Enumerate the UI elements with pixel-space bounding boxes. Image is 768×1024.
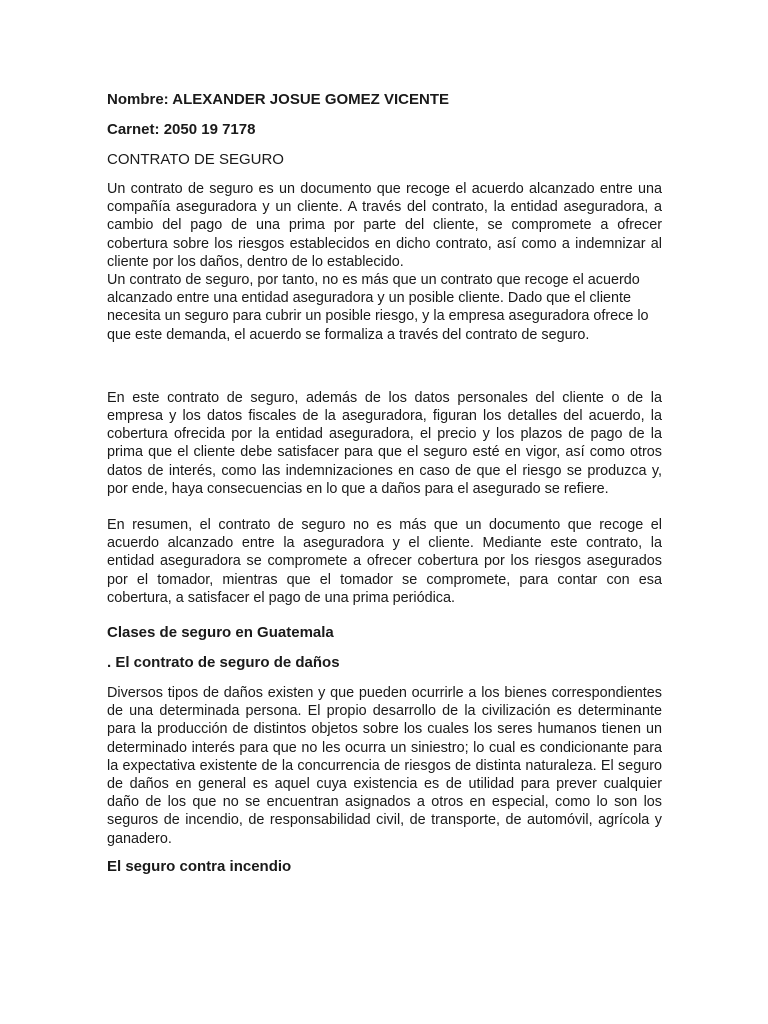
name-value: ALEXANDER JOSUE GOMEZ VICENTE (172, 91, 449, 108)
details-paragraph: En este contrato de seguro, además de los datos personales del cliente o de la empresa y los datos fiscales de la aseguradora, figuran los detalles del acuerdo, la cobertura ofrecida por la entidad aseguradora, el precio y los plazos de pago de la prima que el cliente debe satisfacer para que el seguro esté en vigor, así como otros datos de interés, como las indemnizaciones en caso de que el riesgo se produzca y, por ende, haya consecuencias en lo que a daños para el asegurado se refiere. (107, 389, 662, 497)
student-name-line (107, 90, 662, 110)
intro-paragraph-part-1: Un contrato de seguro es un documento que recoge el acuerdo alcanzado entre una compañía aseguradora y un cliente. A través del contrato, la entidad aseguradora, a cambio del pago de una prima por parte del cliente, se compromete a ofrecer cobertura sobre los riesgos establecidos en dicho contrato, así como a indemnizar al cliente por los daños, dentro de lo establecido. (107, 181, 662, 270)
intro-paragraph-part-2: Un contrato de seguro, por tanto, no es más que un contrato que recoge el acuerdo alcanzado entre una entidad aseguradora y un posible cliente. Dado que el cliente necesita un seguro para cubrir un posible riesgo, y la empresa aseguradora ofrece lo que este demanda, el acuerdo se formaliza a través del contrato de seguro. (107, 272, 649, 343)
carnet-value: 2050 19 7178 (163, 121, 256, 138)
carnet-label: Carnet: (107, 121, 160, 138)
intro-paragraph (107, 180, 662, 344)
carnet-line (107, 120, 662, 140)
summary-paragraph: En resumen, el contrato de seguro no es más que un documento que recoge el acuerdo alcanzado entre la aseguradora y el cliente. Mediante este contrato, la entidad aseguradora se compromete a ofrecer cobertura por los riesgos asegurados por el tomador, mientras que el tomador se compromete, para contar con esa cobertura, a satisfacer el pago de una prima periódica. (107, 517, 662, 606)
danos-heading: . El contrato de seguro de daños (107, 654, 340, 672)
danos-paragraph: Diversos tipos de daños existen y que pueden ocurrirle a los bienes correspondientes de una determinada persona. El propio desarrollo de la civilización es determinante para la producción de distintos objetos sobre los cuales los seres humanos tienen un determinado interés para que no les ocurra un siniestro; lo cual es condicionante para la expectativa existente de la concurrencia de riesgos de distinta naturaleza. El seguro de daños en general es aquel cuya existencia es de utilidad para prever cualquier daño de los que no se encuentran asignados a otros en especial, como lo son los seguros de incendio, de responsabilidad civil, de transporte, de automóvil, agrícola y ganadero. (107, 685, 662, 847)
clases-heading: Clases de seguro en Guatemala (107, 624, 334, 642)
incendio-heading: El seguro contra incendio (107, 857, 292, 875)
name-label: Nombre: (107, 91, 169, 108)
document-title: CONTRATO DE SEGURO (107, 151, 284, 168)
